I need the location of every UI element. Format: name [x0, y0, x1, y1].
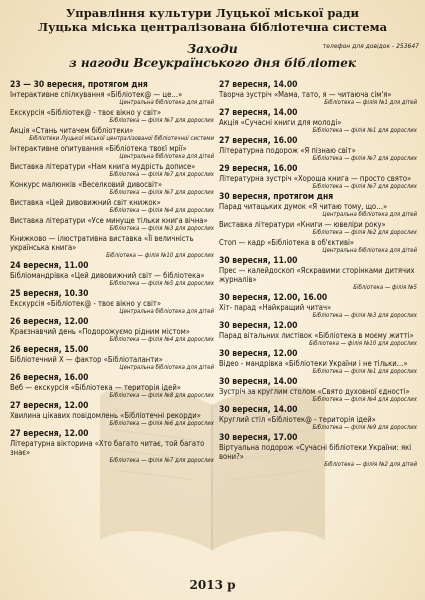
- event-item: [10, 126, 214, 142]
- event-item: [219, 405, 417, 431]
- event-title: Творча зустріч «Мама, тато, я — читаюча сім'я»: [219, 90, 392, 99]
- event-venue: Бібліотека — філія №5 для дорослих: [109, 280, 214, 287]
- event-venue: Бібліотека — філія №3 для дорослих: [312, 312, 417, 319]
- year-label: 2013 р: [189, 578, 236, 592]
- event-venue: Бібліотека — філія №2 для дорослих: [312, 229, 417, 236]
- event-venue: Бібліотека — філія №1 для дорослих: [312, 127, 417, 134]
- event-date: 27 вересня, 12.00: [10, 401, 89, 411]
- event-date: 24 вересня, 11.00: [10, 261, 89, 271]
- event-venue: Бібліотеки Луцької міської централізованої бібліотечної системи: [29, 135, 214, 142]
- event-item: [219, 349, 417, 375]
- event-item: [219, 433, 417, 468]
- event-date: 26 вересня, 16.00: [10, 373, 89, 383]
- event-venue: Бібліотека — філія №10 для дорослих: [106, 252, 214, 259]
- event-title: Виставка «Цей дивовижний світ книжок»: [10, 198, 161, 207]
- organization-line-2: Луцька міська централізована бібліотечна система: [37, 20, 388, 34]
- event-item: [10, 401, 214, 427]
- event-venue: Центральна бібліотека для дітей: [119, 99, 214, 106]
- page-subtitle: з нагоди Всеукраїнського дня бібліотек: [68, 56, 356, 70]
- event-date: 30 вересня, 12.00: [219, 349, 298, 359]
- event-item: [219, 80, 417, 106]
- event-date: 26 вересня, 15.00: [10, 345, 89, 355]
- event-item: [10, 180, 214, 196]
- event-date: 30 вересня, протягом дня: [219, 192, 334, 202]
- organization-line-1: Управління культури Луцької міської ради: [65, 6, 360, 20]
- right-event-column: [219, 80, 417, 470]
- page-title: Заходи: [187, 41, 238, 56]
- event-item: [219, 192, 417, 218]
- event-title: Літературна зустріч «Хороша книга — просто свято»: [219, 174, 412, 183]
- event-title: Веб — екскурсія «Бібліотека — територія ідей»: [10, 383, 181, 392]
- event-venue: Бібліотека — філія №4 для дорослих: [109, 336, 214, 343]
- event-item: [219, 293, 417, 319]
- event-date: 30 вересня, 12.00: [219, 321, 298, 331]
- event-venue: Бібліотека — філія №6 для дорослих: [109, 420, 214, 427]
- event-venue: Бібліотека — філія №7 для дорослих: [109, 117, 214, 124]
- event-date: 30 вересня, 14.00: [219, 405, 298, 415]
- event-title: Відео - мандрівка «Бібліотеки України і не тільки…»: [219, 359, 408, 368]
- event-venue: Центральна бібліотека для дітей: [322, 211, 417, 218]
- event-item: [10, 373, 214, 399]
- event-date: 27 вересня, 14.00: [219, 80, 298, 90]
- event-title: Акція «Сучасні книги для молоді»: [219, 118, 342, 127]
- event-title: Віртуальна подорож «Сучасні бібліотеки України: які вони?»: [219, 443, 412, 461]
- event-title: Краєзнавчий день «Подорожуємо рідним містом»: [10, 327, 190, 336]
- event-date: 30 вересня, 17.00: [219, 433, 298, 443]
- event-venue: Бібліотека — філія №5: [353, 284, 417, 291]
- event-item: [10, 289, 214, 315]
- event-title: Літературна вікторина «Хто багато читає, той багато знає»: [10, 439, 205, 457]
- event-item: [10, 198, 214, 214]
- event-venue: Бібліотека — філія №2 для дітей: [324, 461, 417, 468]
- event-title: Зустріч за круглим столом «Свято духовної єдності»: [219, 387, 410, 396]
- event-item: [219, 321, 417, 347]
- event-title: Стоп — кадр «Бібліотека в об'єктиві»: [219, 238, 355, 247]
- event-venue: Бібліотека — філія №7 для дорослих: [109, 457, 214, 464]
- event-venue: Бібліотека — філія №4 для дорослих: [312, 396, 417, 403]
- event-title: Конкурс малюнків «Веселковий дивосвіт»: [10, 180, 163, 189]
- event-venue: Бібліотека — філія №4 для дорослих: [109, 207, 214, 214]
- event-date: 23 — 30 вересня, протягом дня: [10, 80, 148, 90]
- event-venue: Центральна бібліотека для дітей: [119, 153, 214, 160]
- event-venue: Центральна бібліотека для дітей: [322, 247, 417, 254]
- event-venue: Бібліотека — філія №1 для дітей: [324, 99, 417, 106]
- event-venue: Бібліотека — філія №3 для дорослих: [109, 225, 214, 232]
- event-date: 26 вересня, 12.00: [10, 317, 89, 327]
- event-date: 27 вересня, 16.00: [219, 136, 298, 146]
- event-title: Виставка літератури «Усе минуще тільки книга вічна»: [10, 216, 208, 225]
- event-item: [10, 144, 214, 160]
- event-title: Акція «Стань читачем бібліотеки»: [10, 126, 134, 135]
- event-title: Парад читацьких думок «Я читаю тому, що…»: [219, 202, 388, 211]
- event-item: [219, 164, 417, 190]
- event-title: Хвилина цікавих повідомлень «Бібліотечні рекорди»: [10, 411, 201, 420]
- event-venue: Бібліотека — філія №7 для дорослих: [109, 189, 214, 196]
- event-title: Екскурсія «Бібліотек@ - твоє вікно у світ»: [10, 299, 162, 308]
- event-venue: Бібліотека — філія №10 для дорослих: [309, 340, 417, 347]
- event-item: [10, 234, 214, 259]
- event-title: Літературна подорож «Я пізнаю світ»: [219, 146, 356, 155]
- event-item: [219, 220, 417, 236]
- event-item: [10, 317, 214, 343]
- event-date: 29 вересня, 16.00: [219, 164, 298, 174]
- event-item: [10, 345, 214, 371]
- event-item: [10, 80, 214, 106]
- event-venue: Бібліотека — філія №9 для дорослих: [312, 424, 417, 431]
- event-title: Хіт- парад «Найкращий читач»: [219, 303, 332, 312]
- event-venue: Бібліотека — філія №7 для дорослих: [109, 171, 214, 178]
- event-venue: Бібліотека — філія №7 для дорослих: [312, 183, 417, 190]
- event-title: Екскурсія «Бібліотек@ - твоє вікно у світ»: [10, 108, 162, 117]
- event-date: 27 вересня, 12.00: [10, 429, 89, 439]
- event-venue: Бібліотека — філія №8 для дорослих: [109, 392, 214, 399]
- event-title: Інтерактивне опитування «Бібліотека твоєї мрії»: [10, 144, 187, 153]
- event-title: Інтерактивне спілкування «Бібліотек@ — це…»: [10, 90, 183, 99]
- event-date: 30 вересня, 11.00: [219, 256, 298, 266]
- event-title: Бібліомандрівка «Цей дивовижний світ — бібліотека»: [10, 271, 205, 280]
- event-item: [219, 256, 417, 291]
- event-venue: Бібліотека — філія №1 для дорослих: [312, 368, 417, 375]
- event-date: 30 вересня, 12.00, 16.00: [219, 293, 328, 303]
- event-date: 27 вересня, 14.00: [219, 108, 298, 118]
- event-date: 25 вересня, 10.30: [10, 289, 89, 299]
- event-title: Прес — калейдоскоп «Яскравими сторінками дитячих журналів»: [219, 266, 415, 284]
- event-item: [10, 108, 214, 124]
- event-title: Круглий стіл «Бібліотек@ - територія ідей»: [219, 415, 376, 424]
- event-date: 30 вересня, 14.00: [219, 377, 298, 387]
- event-item: [10, 162, 214, 178]
- event-title: Книжково — ілюстративна виставка «Її величність українська книга»: [10, 234, 194, 252]
- event-item: [10, 261, 214, 287]
- event-venue: Центральна бібліотека для дітей: [119, 364, 214, 371]
- event-venue: Центральна бібліотека для дітей: [119, 308, 214, 315]
- event-item: [219, 238, 417, 254]
- event-title: Виставка літератури «Нам книга мудрість дописе»: [10, 162, 196, 171]
- event-item: [219, 136, 417, 162]
- event-item: [10, 216, 214, 232]
- left-event-column: [10, 80, 214, 466]
- event-item: [219, 108, 417, 134]
- event-title: Парад вітальних листівок «Бібліотека в моєму житті»: [219, 331, 414, 340]
- event-item: [219, 377, 417, 403]
- phone-info: телефон для довідок - 253647: [322, 43, 419, 50]
- event-venue: Бібліотека — філія №7 для дорослих: [312, 155, 417, 162]
- event-title: Бібліотечний Х — фактор «Бібліоталанти»: [10, 355, 163, 364]
- event-title: Виставка літератури «Книги — ювеліри року»: [219, 220, 386, 229]
- event-item: [10, 429, 214, 464]
